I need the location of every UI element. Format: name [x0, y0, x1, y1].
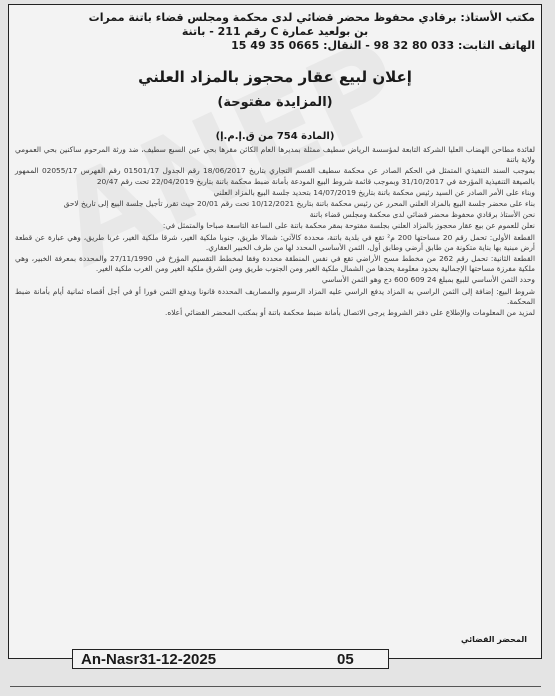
body-paragraph: القطعة الثانية: تحمل رقم 262 من مخطط مسح الأراضي تقع في نفس المنطقة محددة وفقا لمخطط التقسيم المؤرخ في 27/11/1990 والمحددة بمعرفة الخبير، وهي ملكية مفرزة مساحتها الإجمالية بحدود معلومة يحدها من الشمال ملكية الغير ومن الجنوب طريق ومن الشرق ملكية الغير ومن الغرب ملكية الغير. [15, 254, 535, 274]
header-line-3: الهاتف الثابت: 033 80 32 98 - النقال: 0665 35 49 15 [231, 39, 535, 52]
body-paragraph: وبناء على الأمر الصادر عن السيد رئيس محكمة باتنة بتاريخ 14/07/2019 بتحديد جلسة البيع بالمزاد العلني [213, 187, 535, 197]
notice-title: إعلان لبيع عقار محجوز بالمزاد العلني [138, 68, 412, 86]
auction-notice [8, 4, 542, 659]
body-paragraph: بموجب السند التنفيذي المتمثل في الحكم الصادر عن محكمة سطيف القسم التجاري بتاريخ 18/06/2017 رقم الجدول 01501/17 رقم الفهرس 02055/17 الممهور بالصيغة التنفيذية المؤرخة في 31/10/2017 وبموجب قائمة شروط البيع المودعة بأمانة ضبط محكمة باتنة بتاريخ 22/04/2019 تحت رقم 20/47 [15, 166, 536, 186]
header-line-2: بن بولعيد عمارة C رقم 211 - باتنة [181, 25, 369, 38]
body-paragraph: لفائدة مطاحن الهضاب العليا الشركة التابعة لمؤسسة الرياض سطيف ممثلة بمديرها العام الكائن مقرها بحي عين السبع سطيف، ضد ورثة المرحوم ساكنين بحي العمومي ولاية باتنة [15, 145, 535, 165]
bailiff-office-header [15, 11, 535, 53]
body-paragraph: القطعة الأولى: تحمل رقم 20 مساحتها 200 م² تقع في بلدية باتنة، محددة كالآتي: شمالا طريق، جنوبا ملكية الغير، شرقا ملكية الغير، غربا طريق، وهي عبارة عن قطعة أرض مبنية بها بناية متكونة من طابق أرضي وطابق أول، الثمن الأساسي المحدد لها من طرف الخبير العقاري. [15, 232, 535, 252]
body-paragraph: بناء على محضر جلسة البيع بالمزاد العلني المحرر عن رئيس محكمة باتنة بتاريخ 10/12/2021 تحت رقم 20/01 حيث تقرر تأجيل جلسة البيع إلى تاريخ لاحق [63, 199, 535, 209]
signature-label: المحضر القضائي [460, 635, 527, 644]
body-paragraph: لمزيد من المعلومات والإطلاع على دفتر الشروط يرجى الاتصال بأمانة ضبط محكمة باتنة أو بمكتب المحضر القضائي أعلاه. [165, 308, 535, 318]
body-paragraph: وحدد الثمن الأساسي للبيع بمبلغ 24 609 600 دج وهو الثمن الأساسي [321, 275, 535, 285]
divider [10, 686, 541, 687]
publication-footer [72, 649, 389, 669]
header-line-1: مكتب الأستاذ: برقادي محفوظ محضر قضائي لدى محكمة ومجلس قضاء باتنة ممرات [88, 11, 535, 24]
body-paragraph: نحن الأستاذ برقادي محفوظ محضر قضائي لدى محكمة ومجلس قضاء باتنة [309, 210, 535, 220]
legal-article-reference: (المادة 754 من ق.إ.م.إ) [215, 131, 335, 142]
newspaper-date: An-Nasr31-12-2025 [81, 651, 217, 668]
body-paragraph: نعلن للعموم عن بيع عقار محجوز بالمزاد العلني بجلسة مفتوحة بمقر محكمة باتنة على الساعة التاسعة صباحا والمتمثل في: [162, 221, 535, 231]
page-number: 05 [337, 651, 354, 668]
notice-body [15, 145, 535, 319]
notice-subtitle: (المزايدة مفتوحة) [217, 95, 333, 110]
body-paragraph: شروط البيع: إضافة إلى الثمن الراسي به المزاد يدفع الراسي عليه المزاد الرسوم والمصاريف المحددة قانونا ويدفع الثمن فورا أو في أجل أقصاه ثمانية أيام بأمانة ضبط المحكمة. [15, 286, 535, 306]
